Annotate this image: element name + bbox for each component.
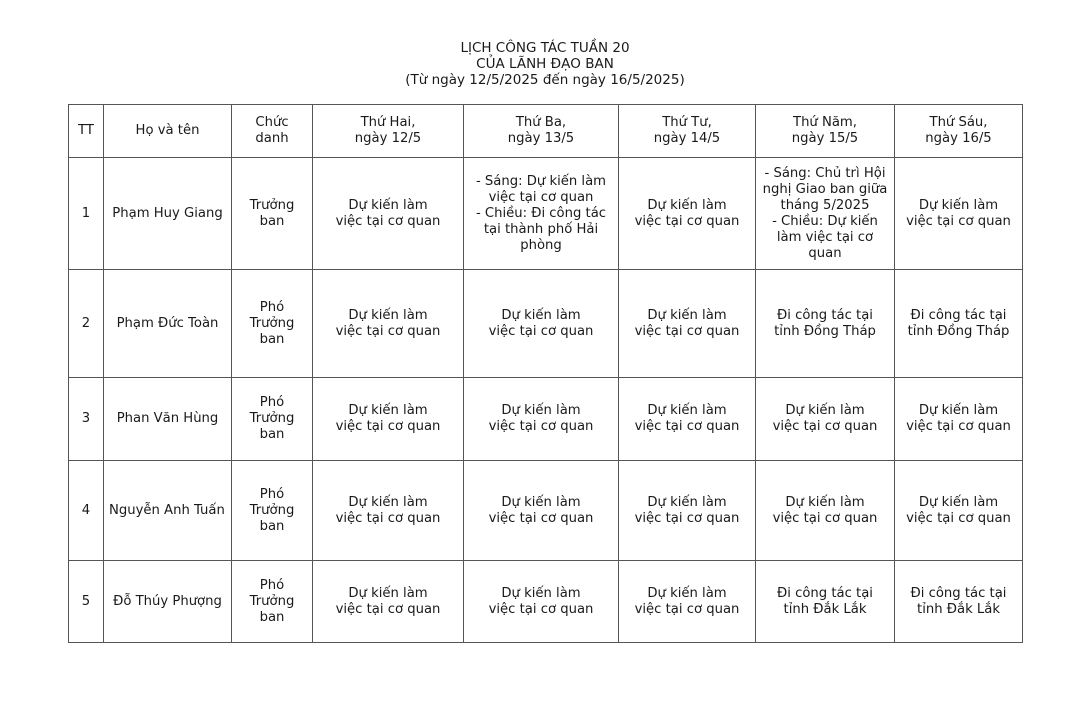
cell-monday: Dự kiến làm việc tại cơ quan: [313, 461, 464, 561]
col-header-friday: Thứ Sáu, ngày 16/5: [895, 105, 1023, 158]
cell-position: Trưởng ban: [232, 158, 313, 270]
cell-monday: Dự kiến làm việc tại cơ quan: [313, 378, 464, 461]
cell-position: Phó Trưởng ban: [232, 378, 313, 461]
cell-name: Phạm Huy Giang: [104, 158, 232, 270]
col-header-wednesday: Thứ Tư, ngày 14/5: [619, 105, 756, 158]
table-row: [69, 158, 1023, 270]
cell-tt: 4: [69, 461, 104, 561]
cell-friday: Đi công tác tại tỉnh Đắk Lắk: [895, 561, 1023, 643]
cell-friday: Dự kiến làm việc tại cơ quan: [895, 461, 1023, 561]
col-header-tt: TT: [69, 105, 104, 158]
cell-tt: 5: [69, 561, 104, 643]
cell-position: Phó Trưởng ban: [232, 461, 313, 561]
cell-wednesday: Dự kiến làm việc tại cơ quan: [619, 378, 756, 461]
cell-tuesday: Dự kiến làm việc tại cơ quan: [464, 270, 619, 378]
cell-position: Phó Trưởng ban: [232, 270, 313, 378]
cell-monday: Dự kiến làm việc tại cơ quan: [313, 270, 464, 378]
table-row: [69, 561, 1023, 643]
cell-tuesday: Dự kiến làm việc tại cơ quan: [464, 461, 619, 561]
cell-wednesday: Dự kiến làm việc tại cơ quan: [619, 461, 756, 561]
table-row: [69, 378, 1023, 461]
cell-friday: Đi công tác tại tỉnh Đồng Tháp: [895, 270, 1023, 378]
cell-name: Nguyễn Anh Tuấn: [104, 461, 232, 561]
table-row: [69, 461, 1023, 561]
title-line-3: (Từ ngày 12/5/2025 đến ngày 16/5/2025): [405, 72, 685, 88]
col-header-name: Họ và tên: [104, 105, 232, 158]
cell-tuesday: - Sáng: Dự kiến làm việc tại cơ quan - Chiều: Đi công tác tại thành phố Hải phòng: [464, 158, 619, 270]
cell-monday: Dự kiến làm việc tại cơ quan: [313, 561, 464, 643]
cell-friday: Dự kiến làm việc tại cơ quan: [895, 158, 1023, 270]
col-header-position: Chức danh: [232, 105, 313, 158]
cell-name: Phạm Đức Toàn: [104, 270, 232, 378]
cell-name: Đỗ Thúy Phượng: [104, 561, 232, 643]
cell-thursday: - Sáng: Chủ trì Hội nghị Giao ban giữa tháng 5/2025 - Chiều: Dự kiến làm việc tại cơ quan: [756, 158, 895, 270]
cell-thursday: Đi công tác tại tỉnh Đắk Lắk: [756, 561, 895, 643]
cell-tuesday: Dự kiến làm việc tại cơ quan: [464, 561, 619, 643]
cell-friday: Dự kiến làm việc tại cơ quan: [895, 378, 1023, 461]
cell-thursday: Dự kiến làm việc tại cơ quan: [756, 378, 895, 461]
cell-position: Phó Trưởng ban: [232, 561, 313, 643]
col-header-thursday: Thứ Năm, ngày 15/5: [756, 105, 895, 158]
cell-tt: 2: [69, 270, 104, 378]
cell-tt: 1: [69, 158, 104, 270]
table-row: [69, 270, 1023, 378]
cell-thursday: Dự kiến làm việc tại cơ quan: [756, 461, 895, 561]
col-header-tuesday: Thứ Ba, ngày 13/5: [464, 105, 619, 158]
cell-thursday: Đi công tác tại tỉnh Đồng Tháp: [756, 270, 895, 378]
title-line-1: LỊCH CÔNG TÁC TUẦN 20: [460, 40, 630, 56]
schedule-table: [68, 104, 1023, 643]
cell-monday: Dự kiến làm việc tại cơ quan: [313, 158, 464, 270]
cell-wednesday: Dự kiến làm việc tại cơ quan: [619, 158, 756, 270]
title-line-2: CỦA LÃNH ĐẠO BAN: [476, 56, 614, 72]
col-header-monday: Thứ Hai, ngày 12/5: [313, 105, 464, 158]
cell-tuesday: Dự kiến làm việc tại cơ quan: [464, 378, 619, 461]
document-title: [0, 40, 1080, 88]
cell-tt: 3: [69, 378, 104, 461]
header-row: [69, 105, 1023, 158]
cell-wednesday: Dự kiến làm việc tại cơ quan: [619, 561, 756, 643]
cell-name: Phan Văn Hùng: [104, 378, 232, 461]
cell-wednesday: Dự kiến làm việc tại cơ quan: [619, 270, 756, 378]
